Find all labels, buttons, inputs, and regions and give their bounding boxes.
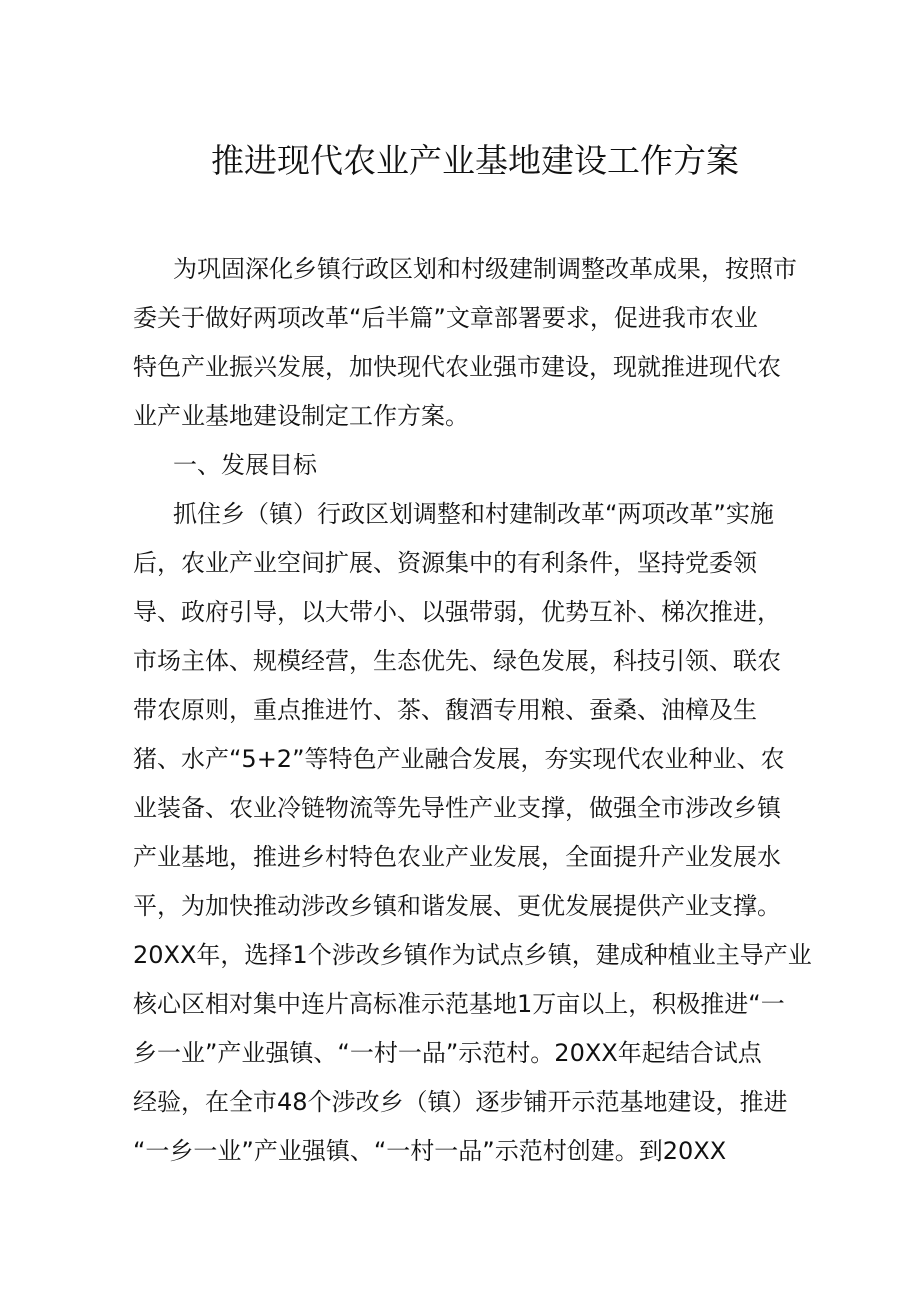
- paragraph-line: 带农原则，重点推进竹、茶、馥酒专用粮、蚕桑、油樟及生: [133, 696, 757, 724]
- paragraph-line: 抓住乡（镇）行政区划调整和村建制改革“两项改革”实施: [173, 500, 774, 528]
- paragraph-line: 平，为加快推动涉改乡镇和谐发展、更优发展提供产业支撑。: [133, 892, 781, 920]
- document-title: 推进现代农业产业基地建设工作方案: [211, 141, 739, 180]
- paragraph-line: 乡一业”产业强镇、“一村一品”示范村。20XX年起结合试点: [133, 1039, 762, 1067]
- paragraph-line: “一乡一业”产业强镇、“一村一品”示范村创建。到20XX: [133, 1137, 727, 1165]
- paragraph-line: 业装备、农业冷链物流等先导性产业支撑，做强全市涉改乡镇: [133, 794, 781, 822]
- paragraph-line: 产业基地，推进乡村特色农业产业发展，全面提升产业发展水: [133, 843, 781, 871]
- paragraph-line: 业产业基地建设制定工作方案。: [133, 402, 469, 430]
- paragraph-line: 为巩固深化乡镇行政区划和村级建制调整改革成果，按照市: [173, 255, 797, 283]
- paragraph-line: 市场主体、规模经营，生态优先、绿色发展，科技引领、联农: [133, 647, 781, 675]
- paragraph-line: 导、政府引导，以大带小、以强带弱，优势互补、梯次推进，: [133, 598, 781, 626]
- paragraph-line: 猪、水产“5+2”等特色产业融合发展，夯实现代农业种业、农: [133, 745, 785, 773]
- section-heading: 一、发展目标: [173, 451, 317, 479]
- paragraph-line: 后，农业产业空间扩展、资源集中的有利条件，坚持党委领: [133, 549, 757, 577]
- paragraph-line: 委关于做好两项改革“后半篇”文章部署要求，促进我市农业: [133, 304, 758, 332]
- paragraph-line: 特色产业振兴发展，加快现代农业强市建设，现就推进现代农: [133, 353, 781, 381]
- paragraph-line: 经验，在全市48个涉改乡（镇）逐步铺开示范基地建设，推进: [133, 1088, 788, 1116]
- paragraph-line: 20XX年，选择1个涉改乡镇作为试点乡镇，建成种植业主导产业: [133, 941, 812, 969]
- paragraph-line: 核心区相对集中连片高标准示范基地1万亩以上，积极推进“一: [133, 990, 785, 1018]
